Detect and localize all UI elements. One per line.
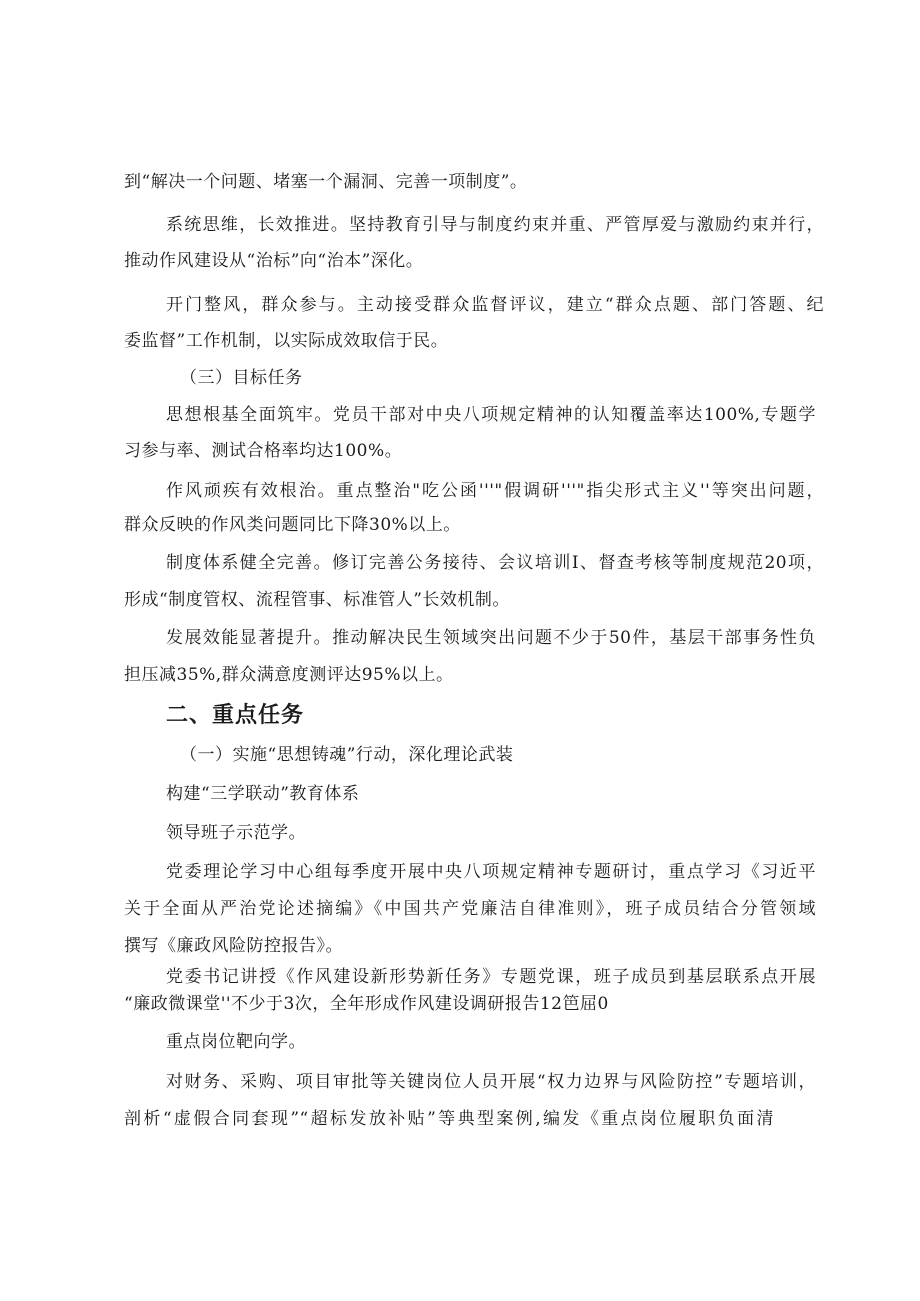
text-line: “廉政微课堂''不少于3次，全年形成作风建设调研报告12笆屈0 (124, 994, 609, 1014)
section-heading: 二、重点任务 (166, 703, 305, 728)
section-subheading: （一）实施“思想铸魂”行动，深化理论武装 (180, 745, 514, 765)
text-line: 形成“制度管权、流程管事、标准管人”长效机制。 (124, 590, 510, 610)
text-line: 撰写《廉政风险防控报告》。 (124, 936, 343, 956)
text-line: 对财务、采购、项目审批等关键岗位人员开展“权力边界与风险防控”专题培训， (166, 1072, 816, 1092)
text-line: 发展效能显著提升。推动解决民生领域突出问题不少于50件，基层干部事务性负 (166, 628, 816, 648)
text-line: 推动作风建设从“治标”向“治本”深化。 (124, 251, 424, 271)
text-line: 委监督”工作机制，以实际成效取信于民。 (124, 331, 449, 351)
text-line: 担压减35%,群众满意度测评达95%以上。 (124, 665, 454, 685)
text-line: 制度体系健全完善。修订完善公务接待、会议培训I、督查考核等制度规范20项， (166, 553, 824, 573)
text-line: 剖析“虚假合同套现”“超标发放补贴”等典型案例,编发《重点岗位履职负面清 (124, 1109, 774, 1129)
text-line: 党委书记讲授《作风建设新形势新任务》专题党课，班子成员到基层联系点开展 (166, 967, 816, 987)
text-line: 到“解决一个问题、堵塞一个漏洞、完善一项制度”。 (124, 172, 528, 192)
section-subheading: （三）目标任务 (180, 368, 303, 388)
text-line: 系统思维，长效推进。坚持教育引导与制度约束并重、严管厚爱与激励约束并行， (166, 215, 824, 235)
text-line: 习参与率、测试合格率均达100%。 (124, 441, 403, 461)
text-line: 开门整风，群众参与。主动接受群众监督评议，建立“群众点题、部门答题、纪 (166, 295, 824, 315)
text-line: 作风顽疾有效根治。重点整治"吃公函'''"假调研'''"指尖形式主义''等突出问题， (166, 481, 824, 501)
text-line: 构建“三学联动”教育体系 (166, 784, 360, 804)
text-line: 关于全面从严治党论述摘编》《中国共产党廉洁自律准则》，班子成员结合分管领域 (124, 899, 816, 919)
text-line: 思想根基全面筑牢。党员干部对中央八项规定精神的认知覆盖率达100%,专题学 (166, 405, 816, 425)
text-line: 重点岗位靶向学。 (166, 1032, 306, 1052)
text-line: 群众反映的作风类问题同比下降30%以上。 (124, 515, 461, 535)
text-line: 党委理论学习中心组每季度开展中央八项规定精神专题研讨，重点学习《习近平 (166, 862, 816, 882)
text-line: 领导班子示范学。 (166, 823, 306, 843)
